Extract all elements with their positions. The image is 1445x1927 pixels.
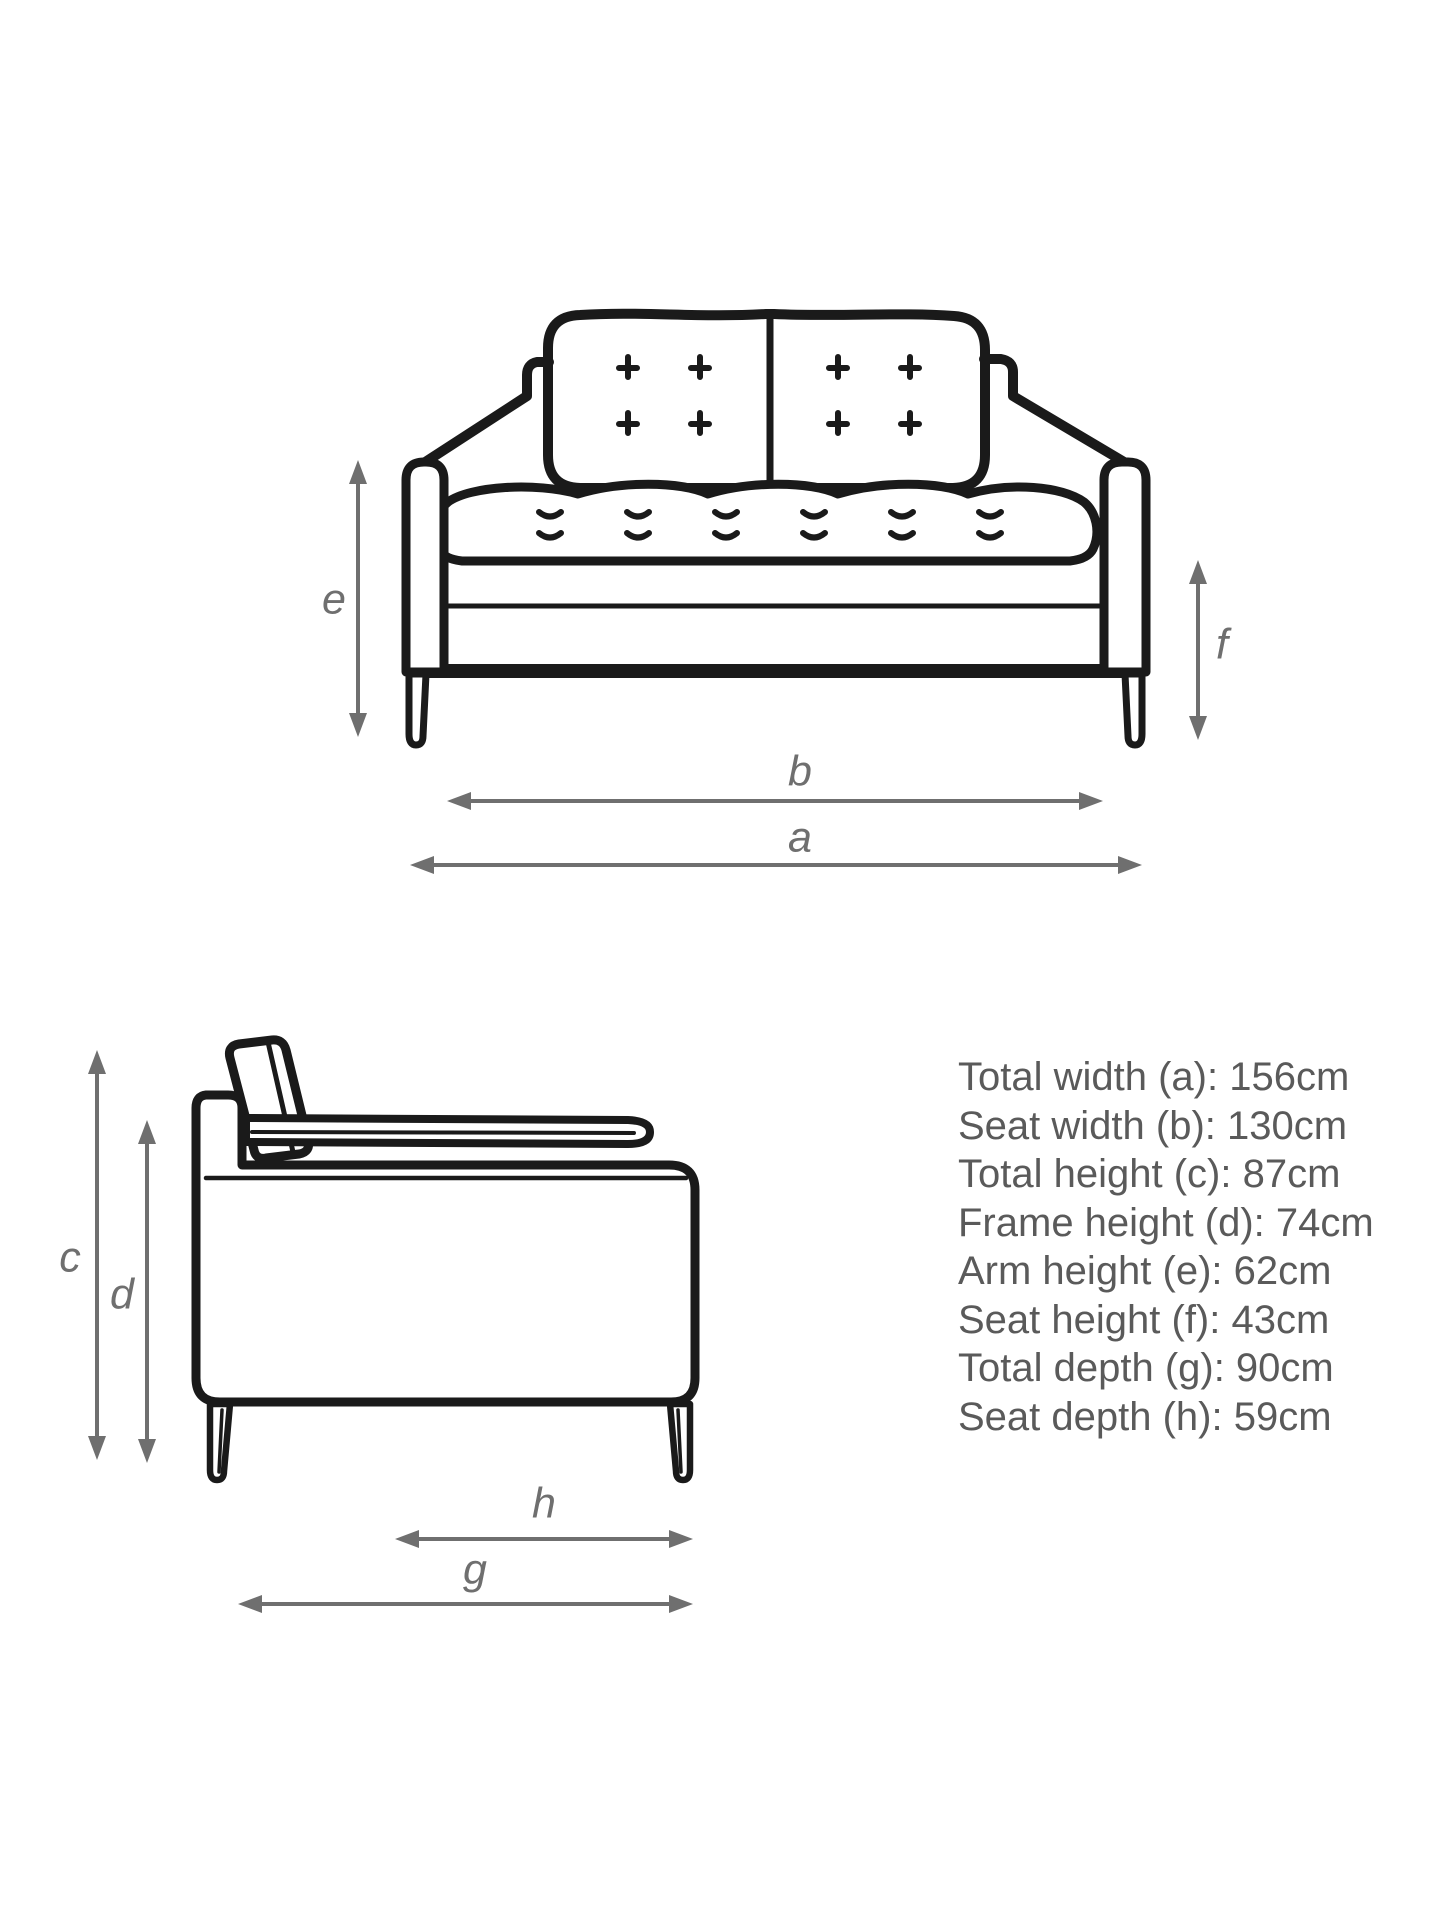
dimension-arrow-a — [410, 856, 1142, 874]
dimension-label-b: b — [788, 747, 812, 796]
spec-row-seat-width: Seat width (b): 130cm — [958, 1103, 1348, 1148]
spec-list — [958, 1053, 1374, 1441]
seat-cushion — [435, 484, 1097, 561]
dimension-arrow-h — [395, 1530, 693, 1548]
dimension-label-h: h — [532, 1479, 556, 1528]
left-arm-slant — [413, 362, 549, 470]
spec-row-arm-height: Arm height (e): 62cm — [958, 1249, 1332, 1293]
front-left-leg — [409, 674, 426, 745]
dimension-label-c: c — [59, 1233, 81, 1282]
spec-row-frame-height: Frame height (d): 74cm — [958, 1200, 1374, 1245]
dimension-arrow-e — [349, 460, 367, 737]
right-arm-panel — [1104, 462, 1146, 672]
dimension-arrow-d — [138, 1120, 156, 1463]
dimension-label-e: e — [322, 575, 346, 624]
front-right-leg — [1125, 674, 1142, 745]
spec-row-total-depth: Total depth (g): 90cm — [958, 1346, 1334, 1390]
spec-row-total-height: Total height (c): 87cm — [958, 1152, 1341, 1196]
dimension-arrow-f — [1189, 560, 1207, 740]
side-view — [88, 1040, 695, 1613]
right-arm-slant — [984, 359, 1136, 469]
spec-row-seat-height: Seat height (f): 43cm — [958, 1297, 1330, 1342]
dimension-arrow-c — [88, 1050, 106, 1460]
spec-row-total-width: Total width (a): 156cm — [958, 1055, 1350, 1099]
front-view — [349, 314, 1207, 874]
dimension-arrow-g — [238, 1595, 693, 1613]
dimension-label-a: a — [788, 813, 812, 862]
dimension-label-f: f — [1216, 620, 1228, 669]
left-arm-panel — [406, 462, 444, 672]
side-armrest-seam — [252, 1132, 634, 1133]
dimension-arrow-b — [447, 792, 1103, 810]
dimension-label-g: g — [463, 1545, 487, 1594]
dimension-label-d: d — [110, 1270, 134, 1319]
spec-row-seat-depth: Seat depth (h): 59cm — [958, 1394, 1332, 1439]
